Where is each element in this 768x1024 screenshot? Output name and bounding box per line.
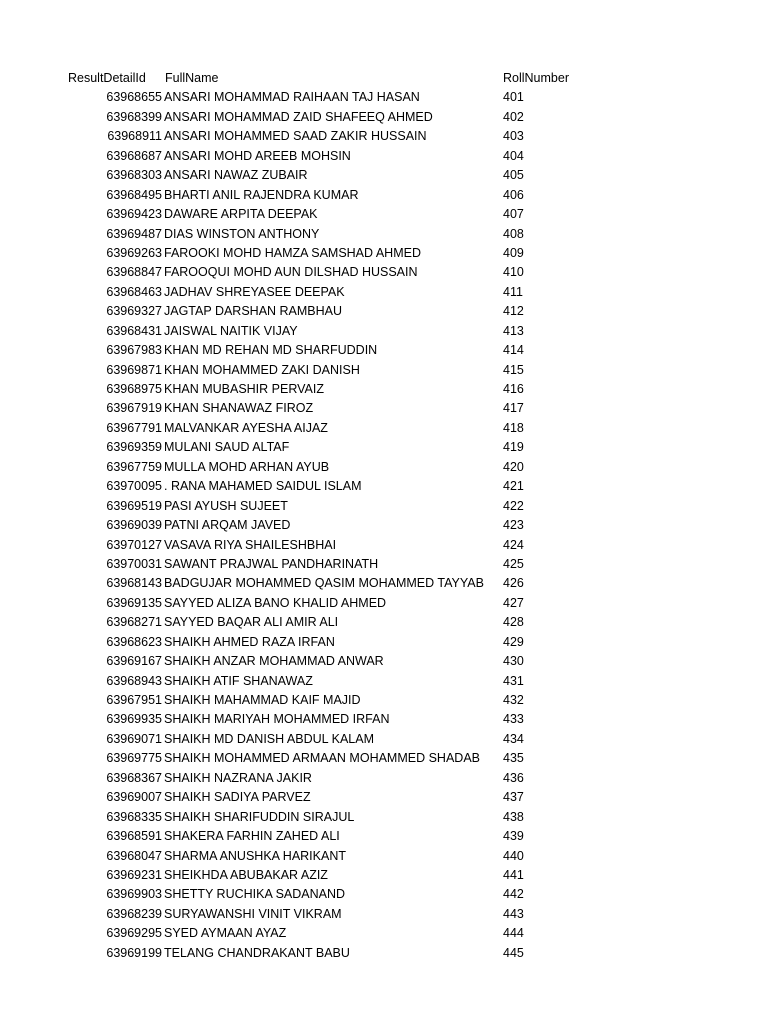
full-name-cell: MULANI SAUD ALTAF	[164, 440, 290, 455]
table-row	[0, 633, 768, 652]
result-detail-id-cell: 63969167	[106, 654, 162, 669]
table-row	[0, 594, 768, 613]
table-row	[0, 88, 768, 107]
roll-number-cell: 419	[503, 440, 524, 455]
roll-number-cell: 432	[503, 693, 524, 707]
roll-number-cell: 442	[503, 887, 524, 902]
full-name-cell: SAWANT PRAJWAL PANDHARINATH	[164, 556, 379, 571]
full-name-cell: . RANA MAHAMED SAIDUL ISLAM	[164, 479, 362, 494]
result-detail-id-cell: 63969199	[106, 945, 162, 960]
column-header-roll-number: RollNumber	[503, 71, 569, 85]
result-detail-id-cell: 63968847	[106, 265, 162, 280]
full-name-cell: SHAIKH MAHAMMAD KAIF MAJID	[164, 693, 361, 707]
full-name-cell: ANSARI NAWAZ ZUBAIR	[164, 168, 308, 183]
table-row	[0, 769, 768, 788]
full-name-cell: SHAIKH MD DANISH ABDUL KALAM	[164, 731, 375, 746]
full-name-cell: JAISWAL NAITIK VIJAY	[164, 323, 298, 338]
roll-number-cell: 444	[503, 926, 524, 941]
result-detail-id-cell: 63967951	[106, 693, 162, 707]
full-name-cell: SYED AYMAAN AYAZ	[164, 926, 287, 941]
table-row	[0, 924, 768, 943]
result-detail-id-cell: 63968463	[106, 284, 162, 299]
result-detail-id-cell: 63969135	[106, 595, 162, 610]
table-row	[0, 672, 768, 691]
table-row	[0, 905, 768, 924]
roll-number-cell: 401	[503, 90, 524, 105]
full-name-cell: FAROOKI MOHD HAMZA SAMSHAD AHMED	[164, 245, 421, 260]
full-name-cell: PASI AYUSH SUJEET	[164, 498, 288, 513]
roll-number-cell: 414	[503, 343, 524, 358]
full-name-cell: SHAIKH SADIYA PARVEZ	[164, 790, 311, 805]
result-detail-id-cell: 63968687	[106, 148, 162, 163]
result-detail-id-cell: 63969231	[106, 867, 162, 882]
result-detail-id-cell: 63968335	[106, 809, 162, 824]
full-name-cell: DAWARE ARPITA DEEPAK	[164, 207, 318, 222]
full-name-cell: SURYAWANSHI VINIT VIKRAM	[164, 906, 342, 921]
roll-number-cell: 403	[503, 129, 524, 144]
table-body	[0, 88, 768, 963]
full-name-cell: DIAS WINSTON ANTHONY	[164, 226, 320, 241]
table-row	[0, 944, 768, 963]
table-row	[0, 438, 768, 457]
table-row	[0, 574, 768, 593]
table-row	[0, 283, 768, 302]
full-name-cell: KHAN MOHAMMED ZAKI DANISH	[164, 362, 360, 377]
full-name-cell: MULLA MOHD ARHAN AYUB	[164, 459, 330, 474]
table-row	[0, 205, 768, 224]
roll-number-cell: 402	[503, 109, 524, 124]
result-detail-id-cell: 63969775	[106, 751, 162, 766]
result-detail-id-cell: 63970031	[106, 556, 162, 571]
table-row	[0, 536, 768, 555]
table-row	[0, 516, 768, 535]
result-detail-id-cell: 63968367	[106, 770, 162, 785]
roll-number-cell: 416	[503, 382, 524, 396]
table-row	[0, 361, 768, 380]
result-detail-id-cell: 63967919	[106, 401, 162, 416]
table-row	[0, 710, 768, 729]
roll-number-cell: 441	[503, 867, 524, 882]
full-name-cell: KHAN MUBASHIR PERVAIZ	[164, 382, 324, 396]
table-row	[0, 866, 768, 885]
table-row	[0, 827, 768, 846]
roll-number-cell: 420	[503, 459, 524, 474]
full-name-cell: SHAKERA FARHIN ZAHED ALI	[164, 829, 340, 844]
full-name-cell: JAGTAP DARSHAN RAMBHAU	[164, 304, 343, 319]
full-name-cell: TELANG CHANDRAKANT BABU	[164, 945, 350, 960]
table-row	[0, 341, 768, 360]
table-row	[0, 225, 768, 244]
roll-number-cell: 407	[503, 207, 524, 222]
roll-number-cell: 426	[503, 576, 524, 591]
table-row	[0, 613, 768, 632]
roll-number-cell: 422	[503, 498, 524, 513]
result-detail-id-cell: 63969263	[106, 245, 162, 260]
full-name-cell: SHAIKH NAZRANA JAKIR	[164, 770, 312, 785]
table-row	[0, 380, 768, 399]
roll-number-cell: 406	[503, 187, 524, 202]
roll-number-cell: 435	[503, 751, 524, 766]
roll-number-cell: 431	[503, 673, 524, 688]
table-row	[0, 808, 768, 827]
table-row	[0, 127, 768, 146]
full-name-cell: PATNI ARQAM JAVED	[164, 518, 291, 533]
roll-number-cell: 428	[503, 615, 524, 630]
result-detail-id-cell: 63968495	[106, 187, 162, 202]
result-detail-id-cell: 63968431	[106, 323, 162, 338]
table-row	[0, 419, 768, 438]
roll-number-cell: 415	[503, 362, 524, 377]
table-row	[0, 477, 768, 496]
roll-number-cell: 413	[503, 323, 524, 338]
full-name-cell: ANSARI MOHAMMED SAAD ZAKIR HUSSAIN	[164, 129, 427, 144]
result-detail-id-cell: 63969423	[106, 207, 162, 222]
result-detail-id-cell: 63968943	[106, 673, 162, 688]
result-detail-id-cell: 63968655	[106, 90, 162, 105]
result-detail-id-cell: 63970127	[106, 537, 162, 552]
result-detail-id-cell: 63970095	[106, 479, 162, 494]
roll-number-cell: 412	[503, 304, 524, 319]
roll-number-cell: 437	[503, 790, 524, 805]
result-detail-id-cell: 63968623	[106, 634, 162, 649]
full-name-cell: SHAIKH MARIYAH MOHAMMED IRFAN	[164, 712, 390, 727]
results-table	[0, 69, 768, 963]
result-detail-id-cell: 63969039	[106, 518, 162, 533]
result-detail-id-cell: 63968911	[107, 129, 162, 144]
full-name-cell: SHAIKH SHARIFUDDIN SIRAJUL	[164, 809, 355, 824]
table-row	[0, 691, 768, 710]
result-detail-id-cell: 63968143	[106, 576, 162, 591]
result-detail-id-cell: 63969519	[106, 498, 162, 513]
table-row	[0, 458, 768, 477]
table-row	[0, 885, 768, 904]
full-name-cell: SHAIKH AHMED RAZA IRFAN	[164, 634, 335, 649]
roll-number-cell: 440	[503, 848, 524, 863]
full-name-cell: FAROOQUI MOHD AUN DILSHAD HUSSAIN	[164, 265, 418, 280]
table-row	[0, 322, 768, 341]
column-header-full-name: FullName	[165, 71, 219, 85]
table-row	[0, 108, 768, 127]
full-name-cell: SHAIKH ATIF SHANAWAZ	[164, 673, 313, 688]
result-detail-id-cell: 63968271	[106, 615, 162, 630]
full-name-cell: VASAVA RIYA SHAILESHBHAI	[164, 537, 337, 552]
roll-number-cell: 443	[503, 906, 524, 921]
table-row	[0, 166, 768, 185]
result-detail-id-cell: 63969359	[106, 440, 162, 455]
result-detail-id-cell: 63969871	[106, 362, 162, 377]
roll-number-cell: 408	[503, 226, 524, 241]
table-row	[0, 399, 768, 418]
roll-number-cell: 418	[503, 420, 524, 435]
full-name-cell: BHARTI ANIL RAJENDRA KUMAR	[164, 187, 359, 202]
result-detail-id-cell: 63969327	[106, 304, 162, 319]
roll-number-cell: 424	[503, 537, 524, 552]
table-row	[0, 749, 768, 768]
roll-number-cell: 434	[503, 731, 524, 746]
table-row	[0, 263, 768, 282]
table-row	[0, 788, 768, 807]
roll-number-cell: 423	[503, 518, 524, 533]
full-name-cell: ANSARI MOHAMMAD ZAID SHAFEEQ AHMED	[164, 109, 433, 124]
result-detail-id-cell: 63968047	[106, 848, 162, 863]
result-detail-id-cell: 63967791	[106, 420, 162, 435]
full-name-cell: ANSARI MOHAMMAD RAIHAAN TAJ HASAN	[164, 90, 420, 105]
full-name-cell: MALVANKAR AYESHA AIJAZ	[164, 420, 328, 435]
table-header-row	[0, 69, 768, 88]
full-name-cell: SAYYED ALIZA BANO KHALID AHMED	[164, 595, 387, 610]
result-detail-id-cell: 63969935	[106, 712, 162, 727]
roll-number-cell: 439	[503, 829, 524, 844]
roll-number-cell: 425	[503, 556, 524, 571]
roll-number-cell: 436	[503, 770, 524, 785]
roll-number-cell: 411	[503, 284, 523, 299]
result-detail-id-cell: 63968399	[106, 109, 162, 124]
result-detail-id-cell: 63969295	[106, 926, 162, 941]
result-detail-id-cell: 63967759	[106, 459, 162, 474]
full-name-cell: SHARMA ANUSHKA HARIKANT	[164, 848, 346, 863]
result-detail-id-cell: 63969007	[106, 790, 162, 805]
result-detail-id-cell: 63967983	[106, 343, 162, 358]
result-detail-id-cell: 63969071	[106, 731, 162, 746]
table-row	[0, 244, 768, 263]
roll-number-cell: 404	[503, 148, 524, 163]
result-detail-id-cell: 63968975	[106, 382, 162, 396]
full-name-cell: KHAN SHANAWAZ FIROZ	[164, 401, 314, 416]
result-detail-id-cell: 63969487	[106, 226, 162, 241]
roll-number-cell: 421	[503, 479, 524, 494]
roll-number-cell: 417	[503, 401, 524, 416]
full-name-cell: SAYYED BAQAR ALI AMIR ALI	[164, 615, 339, 630]
roll-number-cell: 427	[503, 595, 524, 610]
full-name-cell: ANSARI MOHD AREEB MOHSIN	[164, 148, 351, 163]
result-detail-id-cell: 63969903	[106, 887, 162, 902]
roll-number-cell: 438	[503, 809, 524, 824]
table-row	[0, 847, 768, 866]
full-name-cell: JADHAV SHREYASEE DEEPAK	[164, 284, 345, 299]
roll-number-cell: 409	[503, 245, 524, 260]
roll-number-cell: 433	[503, 712, 524, 727]
roll-number-cell: 445	[503, 945, 524, 960]
roll-number-cell: 405	[503, 168, 524, 183]
column-header-result-detail-id: ResultDetailId	[68, 71, 146, 85]
full-name-cell: SHETTY RUCHIKA SADANAND	[164, 887, 346, 902]
full-name-cell: KHAN MD REHAN MD SHARFUDDIN	[164, 343, 378, 358]
roll-number-cell: 429	[503, 634, 524, 649]
full-name-cell: SHEIKHDA ABUBAKAR AZIZ	[164, 867, 328, 882]
roll-number-cell: 410	[503, 265, 524, 280]
table-row	[0, 652, 768, 671]
table-row	[0, 497, 768, 516]
result-detail-id-cell: 63968591	[106, 829, 162, 844]
result-detail-id-cell: 63968239	[106, 906, 162, 921]
full-name-cell: SHAIKH ANZAR MOHAMMAD ANWAR	[164, 654, 384, 669]
roll-number-cell: 430	[503, 654, 524, 669]
table-row	[0, 186, 768, 205]
table-row	[0, 730, 768, 749]
result-detail-id-cell: 63968303	[106, 168, 162, 183]
full-name-cell: BADGUJAR MOHAMMED QASIM MOHAMMED TAYYAB	[164, 576, 484, 591]
table-row	[0, 302, 768, 321]
table-row	[0, 555, 768, 574]
table-row	[0, 147, 768, 166]
full-name-cell: SHAIKH MOHAMMED ARMAAN MOHAMMED SHADAB	[164, 751, 481, 766]
